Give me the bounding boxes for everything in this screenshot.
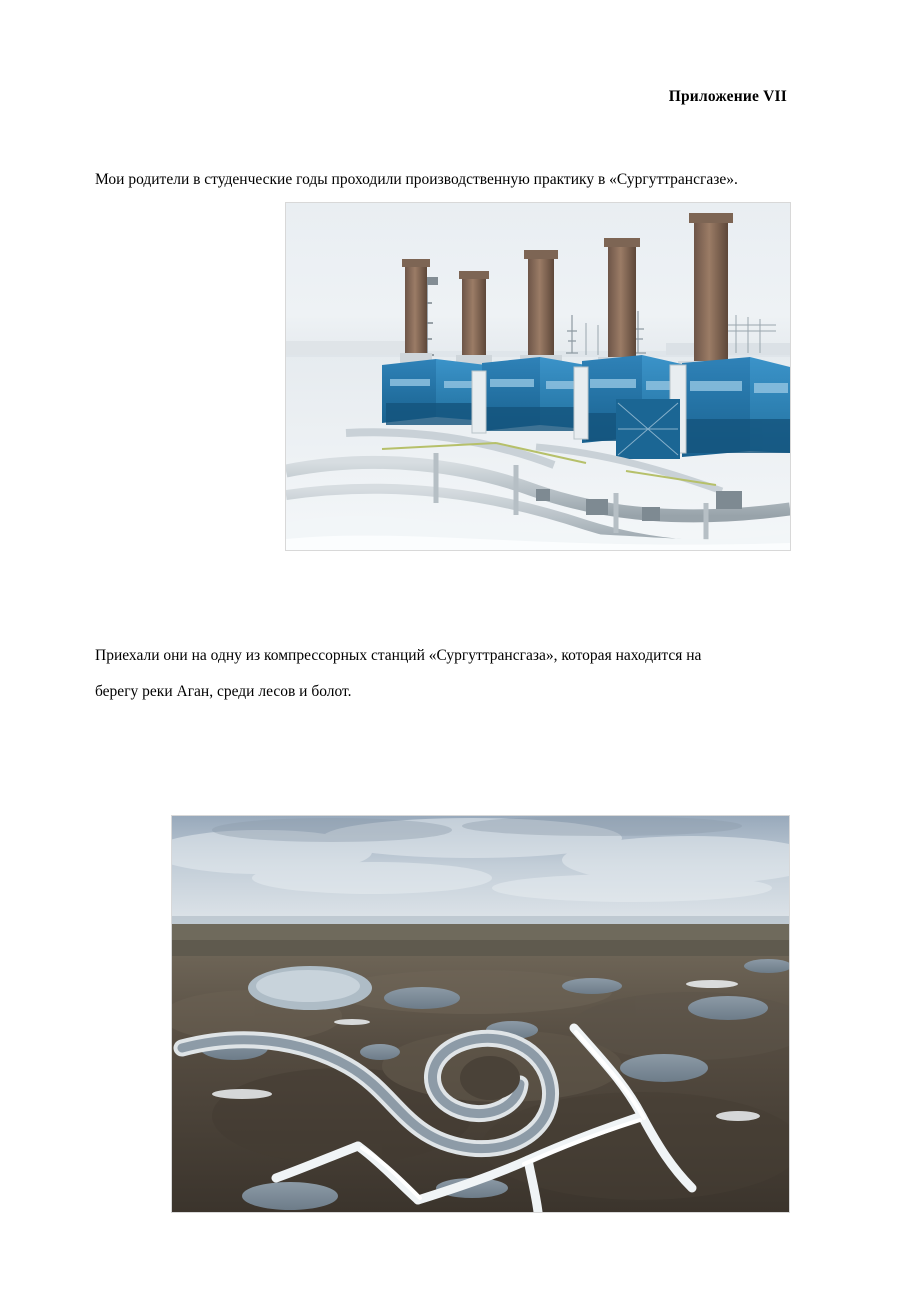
agan-river-aerial-image (172, 816, 789, 1212)
appendix-heading: Приложение VII (668, 88, 787, 105)
paragraph-2: Приехали они на одну из компрессорных станций «Сургуттрансгаза», которая находится на берегу реки Аган, среди лесов и болот. (95, 646, 702, 700)
compressor-station-photo (285, 202, 791, 551)
compressor-station-image (286, 203, 790, 550)
paragraph-1: Мои родители в студенческие годы проходили производственную практику в «Сургуттрансгазе». (95, 170, 738, 188)
agan-river-aerial-photo (171, 815, 790, 1213)
